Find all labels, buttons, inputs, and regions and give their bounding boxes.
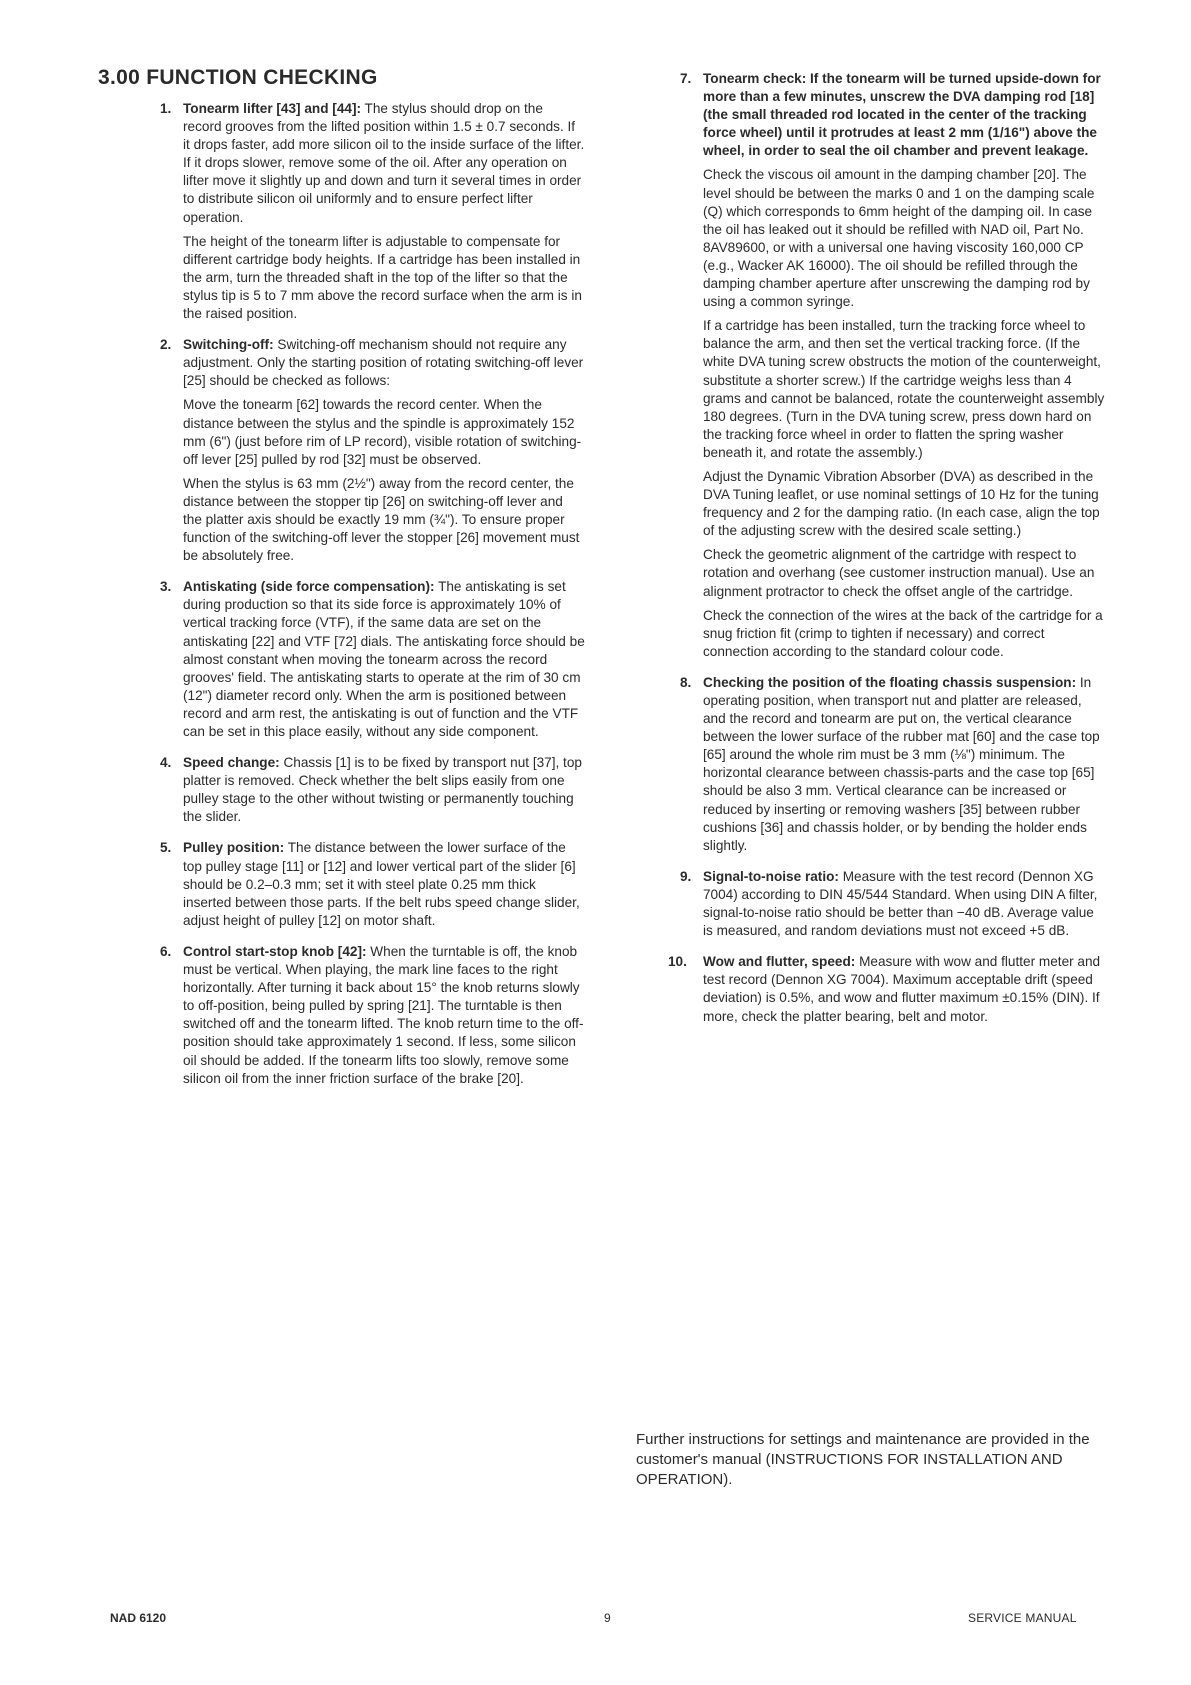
- item-text: Switching-off mechanism should not require any adjustment. Only the starting position of rotating switching-off lever [25] should be checked as follows:: [183, 337, 584, 389]
- list-item-3: [160, 578, 585, 741]
- item-paragraph: [183, 754, 585, 826]
- list-item-8: [680, 674, 1105, 855]
- item-lead: Tonearm check:: [703, 71, 807, 86]
- item-paragraph: [703, 70, 1105, 160]
- item-text: In operating position, when transport nut and platter are released, and the record and tonearm are put on, the vertical clearance between the lower surface of the rubber mat [60] and the case top [65] around the whole rim must be 3 mm (⅛") minimum. The horizontal clearance between chassis-parts and the case top [65] should be also 3 mm. Vertical clearance can be increased or reduced by inserting or removing washers [35] between rubber cushions [36] and chassis holder, or by bending the holder ends slightly.: [703, 674, 1100, 853]
- section-title: [98, 66, 378, 90]
- item-paragraph: [183, 943, 585, 1088]
- item-number: 9.: [680, 868, 692, 884]
- item-text: When the turntable is off, the knob must be vertical. When playing, the mark line faces to the right horizontally. After turning it back about 15° the knob returns slowly to off-position, being pulled by spring [21]. The turntable is then switched off and the tonearm lifted. The knob return time to the off-position should take approximately 1 second. If less, some silicon oil should be added. If the tonearm lifts too slowly, remove some silicon oil from the inner friction surface of the brake [20].: [183, 943, 584, 1086]
- item-text: The antiskating is set during production so that its side force is approximately 10% of vertical tracking force (VTF), if the same data are set on the antiskating [22] and VTF [72] dials. The antiskating force should be almost constant when moving the tonearm across the record grooves' field. The antiskating starts to operate at the rim of 30 cm (12") diameter record only. When the arm is positioned between record and arm rest, the antiskating is out of function and the VTF can be set in this place easily, without any side component.: [183, 579, 585, 739]
- footer-page-number: 9: [604, 1611, 611, 1625]
- item-number: 3.: [160, 579, 172, 595]
- item-paragraph: [703, 868, 1105, 940]
- item-text: Measure with the test record (Dennon XG 7004) according to DIN 45/544 Standard. When using DIN A filter, signal-to-noise ratio should be better than −40 dB. Average value is measured, and random deviations must not exceed +5 dB.: [703, 868, 1098, 939]
- right-column: [668, 70, 1105, 1039]
- item-paragraph: Check the connection of the wires at the back of the cartridge for a snug friction fit (crimp to tighten if necessary) and correct connection according to the standard colour code.: [703, 607, 1103, 659]
- list-item-5: [160, 839, 585, 929]
- item-lead: Tonearm lifter [43] and [44]:: [183, 101, 362, 116]
- item-lead: Pulley position:: [183, 840, 285, 856]
- item-text: The distance between the lower surface of the top pulley stage [11] or [12] and lower vertical part of the slider [6] should be 0.2–0.3 mm; set it with steel plate 0.25 mm thick inserted between those parts. If the belt rubs speed change slider, adjust height of pulley [12] on motor shaft.: [183, 840, 580, 928]
- list-item-2: [160, 336, 585, 565]
- item-lead: Antiskating (side force compensation):: [183, 579, 435, 595]
- closing-note: Further instructions for settings and maintenance are provided in the customer's manual (INSTRUCTIONS FOR INSTALLATION AND OPERATION).: [636, 1431, 1090, 1488]
- item-lead: Control start-stop knob [42]:: [183, 943, 367, 959]
- item-paragraph: The height of the tonearm lifter is adjustable to compensate for different cartridge body heights. If a cartridge has been installed in the arm, turn the threaded shaft in the top of the lifter so that the stylus tip is 5 to 7 mm above the record surface when the arm is in the raised position.: [183, 233, 582, 322]
- section-heading: FUNCTION CHECKING: [146, 66, 378, 89]
- item-paragraph: [183, 839, 585, 929]
- list-item-10: [668, 953, 1105, 1025]
- item-paragraph: When the stylus is 63 mm (2½") away from the record center, the distance between the stopper tip [26] on switching-off lever and the platter axis should be exactly 19 mm (¾"). To ensure proper function of the switching-off lever the stopper [26] movement must be absolutely free.: [183, 475, 580, 564]
- item-text: Measure with wow and flutter meter and test record (Dennon XG 7004). Maximum acceptable drift (speed deviation) is 0.5%, and wow and flutter maximum ±0.15% (DIN). If more, check the platter bearing, belt and motor.: [703, 954, 1101, 1024]
- item-text: The stylus should drop on the record grooves from the lifted position within 1.5 ± 0.7 seconds. If it drops faster, add more silicon oil to the inside surface of the lifter. If it drops slower, remove some of the oil. After any operation on lifter move it slightly up and down and turn it several times in order to distribute silicon oil uniformly and to ensure perfect lifter operation.: [183, 101, 585, 225]
- item-text: If the tonearm will be turned upside-down for more than a few minutes, unscrew the DVA damping rod [18] (the small threaded rod located in the center of the tracking force wheel) until it protrudes at least 2 mm (1/16") above the wheel, in order to seal the oil chamber and prevent leakage.: [703, 71, 1101, 159]
- item-number: 10.: [668, 954, 687, 970]
- item-lead: Checking the position of the floating chassis suspension:: [703, 674, 1077, 690]
- item-number: 5.: [160, 840, 172, 856]
- item-paragraph: [183, 100, 585, 227]
- item-lead: Wow and flutter, speed:: [703, 954, 856, 970]
- list-item-1: [160, 100, 585, 323]
- item-lead: Switching-off:: [183, 337, 274, 353]
- item-paragraph: Move the tonearm [62] towards the record center. When the distance between the stylus and the spindle is approximately 152 mm (6") (just before rim of LP record), visible rotation of switching-off lever [25] pulled by rod [32] must be observed.: [183, 397, 582, 467]
- item-paragraph: [703, 674, 1105, 855]
- item-number: 7.: [680, 71, 692, 86]
- item-number: 4.: [160, 755, 172, 771]
- footer-label: SERVICE MANUAL: [968, 1611, 1077, 1625]
- item-lead: Signal-to-noise ratio:: [703, 868, 839, 884]
- item-number: 8.: [680, 674, 692, 690]
- footer-model: NAD 6120: [110, 1611, 167, 1625]
- item-number: 6.: [160, 943, 172, 959]
- list-item-4: [160, 754, 585, 826]
- item-text: Chassis [1] is to be fixed by transport nut [37], top platter is removed. Check whether the belt slips easily from one pulley stage to the other without twisting or permanently touching the slider.: [183, 755, 582, 825]
- item-number: 2.: [160, 337, 172, 353]
- list-item-9: [680, 868, 1105, 940]
- section-number: 3.00: [98, 66, 141, 89]
- list-item-7: [680, 70, 1105, 661]
- list-item-6: [160, 943, 585, 1088]
- item-paragraph: [183, 336, 585, 390]
- item-lead: Speed change:: [183, 755, 280, 771]
- item-number: 1.: [160, 101, 172, 116]
- item-paragraph: Check the geometric alignment of the cartridge with respect to rotation and overhang (see customer instruction manual). Use an alignment protractor to check the offset angle of the cartridge.: [703, 547, 1095, 599]
- left-column: [160, 100, 585, 1101]
- item-paragraph: Check the viscous oil amount in the damping chamber [20]. The level should be between the marks 0 and 1 on the damping scale (Q) which corresponds to 6mm height of the damping oil. In case the oil has leaked out it should be refilled with NAD oil, Part No. 8AV89600, or with a universal one having viscosity 160,000 CP (e.g., Wacker AK 16000). The oil should be refilled through the damping chamber aperture after unscrewing the damping rod by using a common syringe.: [703, 167, 1095, 310]
- item-paragraph: [183, 578, 585, 741]
- item-paragraph: [703, 953, 1105, 1025]
- item-paragraph: If a cartridge has been installed, turn the tracking force wheel to balance the arm, and then set the vertical tracking force. (If the white DVA tuning screw obstructs the motion of the counterweight, substitute a shorter screw.) If the cartridge weighs less than 4 grams and cannot be balanced, rotate the counterweight assembly 180 degrees. (Turn in the DVA tuning screw, press down hard on the tracking force wheel in order to flatten the spring washer beneath it, and rotate the assembly.): [703, 318, 1105, 460]
- item-paragraph: Adjust the Dynamic Vibration Absorber (DVA) as described in the DVA Tuning leaflet, or use nominal settings of 10 Hz for the tuning frequency and 2 for the damping ratio. (In each case, align the top of the adjusting screw with the desired scale setting.): [703, 468, 1100, 539]
